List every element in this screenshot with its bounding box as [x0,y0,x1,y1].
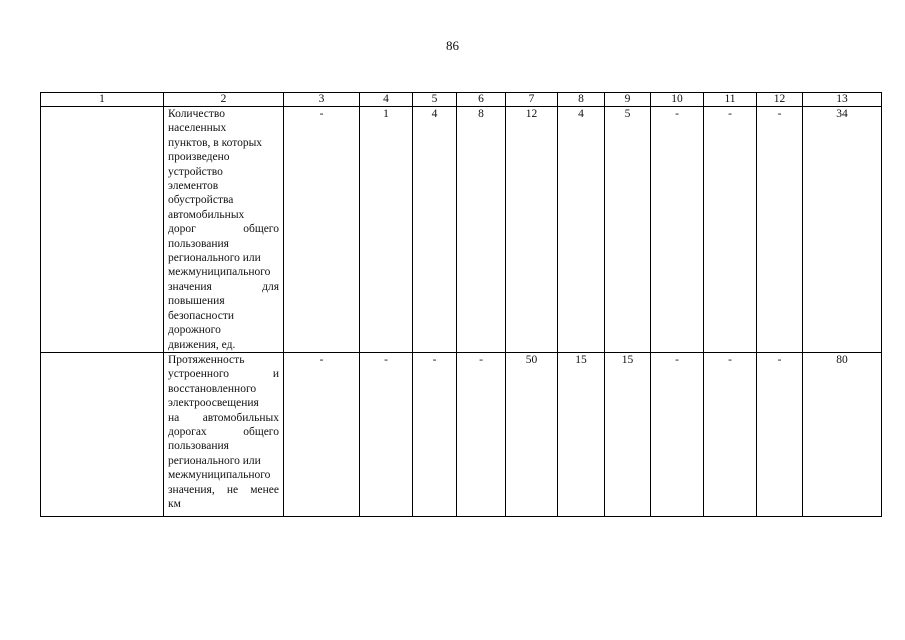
description-line: безопасности [168,309,235,322]
description-line: устроенного и [168,368,279,381]
description-line: пользования [168,440,229,453]
description-line: дорогах общего [168,425,279,438]
indicator-description [164,107,284,353]
value-cell: - [651,107,704,353]
value-cell: 5 [605,107,651,353]
header-cell: 4 [360,93,413,107]
description-line: регионального или [168,252,261,265]
description-line: обустройства [168,194,234,207]
value-cell: - [413,352,457,516]
indicator-description [164,352,284,516]
description-line: пунктов, в которых [168,136,263,149]
value-cell: - [284,352,360,516]
table-row [41,107,882,353]
value-cell: 34 [803,107,882,353]
description-line: повышения [168,295,225,308]
header-cell: 12 [757,93,803,107]
header-cell: 5 [413,93,457,107]
value-cell: - [284,107,360,353]
header-cell: 2 [164,93,284,107]
value-cell: 8 [457,107,506,353]
value-cell: - [757,107,803,353]
header-cell: 6 [457,93,506,107]
description-line: Протяженность [168,353,245,366]
description-line: межмуниципального [168,266,271,279]
header-cell: 9 [605,93,651,107]
description-line: населенных [168,122,227,135]
data-table [40,92,882,517]
description-line: автомобильных [168,208,245,221]
value-cell: - [457,352,506,516]
value-cell: 1 [360,107,413,353]
header-cell: 7 [506,93,558,107]
header-cell: 3 [284,93,360,107]
header-cell: 11 [704,93,757,107]
description-line: на автомобильных [168,411,279,424]
value-cell: - [757,352,803,516]
value-cell: 4 [558,107,605,353]
header-cell: 1 [41,93,164,107]
description-line: элементов [168,180,219,193]
description-line: значения для [168,280,279,293]
header-cell: 8 [558,93,605,107]
description-line: дорожного [168,324,221,337]
value-cell: 80 [803,352,882,516]
row-number-cell [41,107,164,353]
value-cell: 4 [413,107,457,353]
value-cell: 15 [605,352,651,516]
description-line: пользования [168,237,229,250]
value-cell: - [704,352,757,516]
description-line: регионального или [168,454,261,467]
description-line: восстановленного [168,382,257,395]
value-cell: 12 [506,107,558,353]
table-row [41,352,882,516]
value-cell: 50 [506,352,558,516]
page-number: 86 [446,38,459,53]
description-line: межмуниципального [168,469,271,482]
header-cell: 10 [651,93,704,107]
description-line: Количество [168,108,225,120]
value-cell: 15 [558,352,605,516]
description-line: км [168,497,181,510]
value-cell: - [704,107,757,353]
description-line: устройство [168,165,223,178]
value-cell: - [360,352,413,516]
value-cell: - [651,352,704,516]
description-line: значения, не менее [168,483,279,496]
header-cell: 13 [803,93,882,107]
description-line: электроосвещения [168,397,259,410]
description-line: произведено [168,151,230,164]
row-number-cell [41,352,164,516]
description-line: движения, ед. [168,338,236,351]
header-row [41,93,882,107]
description-line: дорог общего [168,223,279,236]
